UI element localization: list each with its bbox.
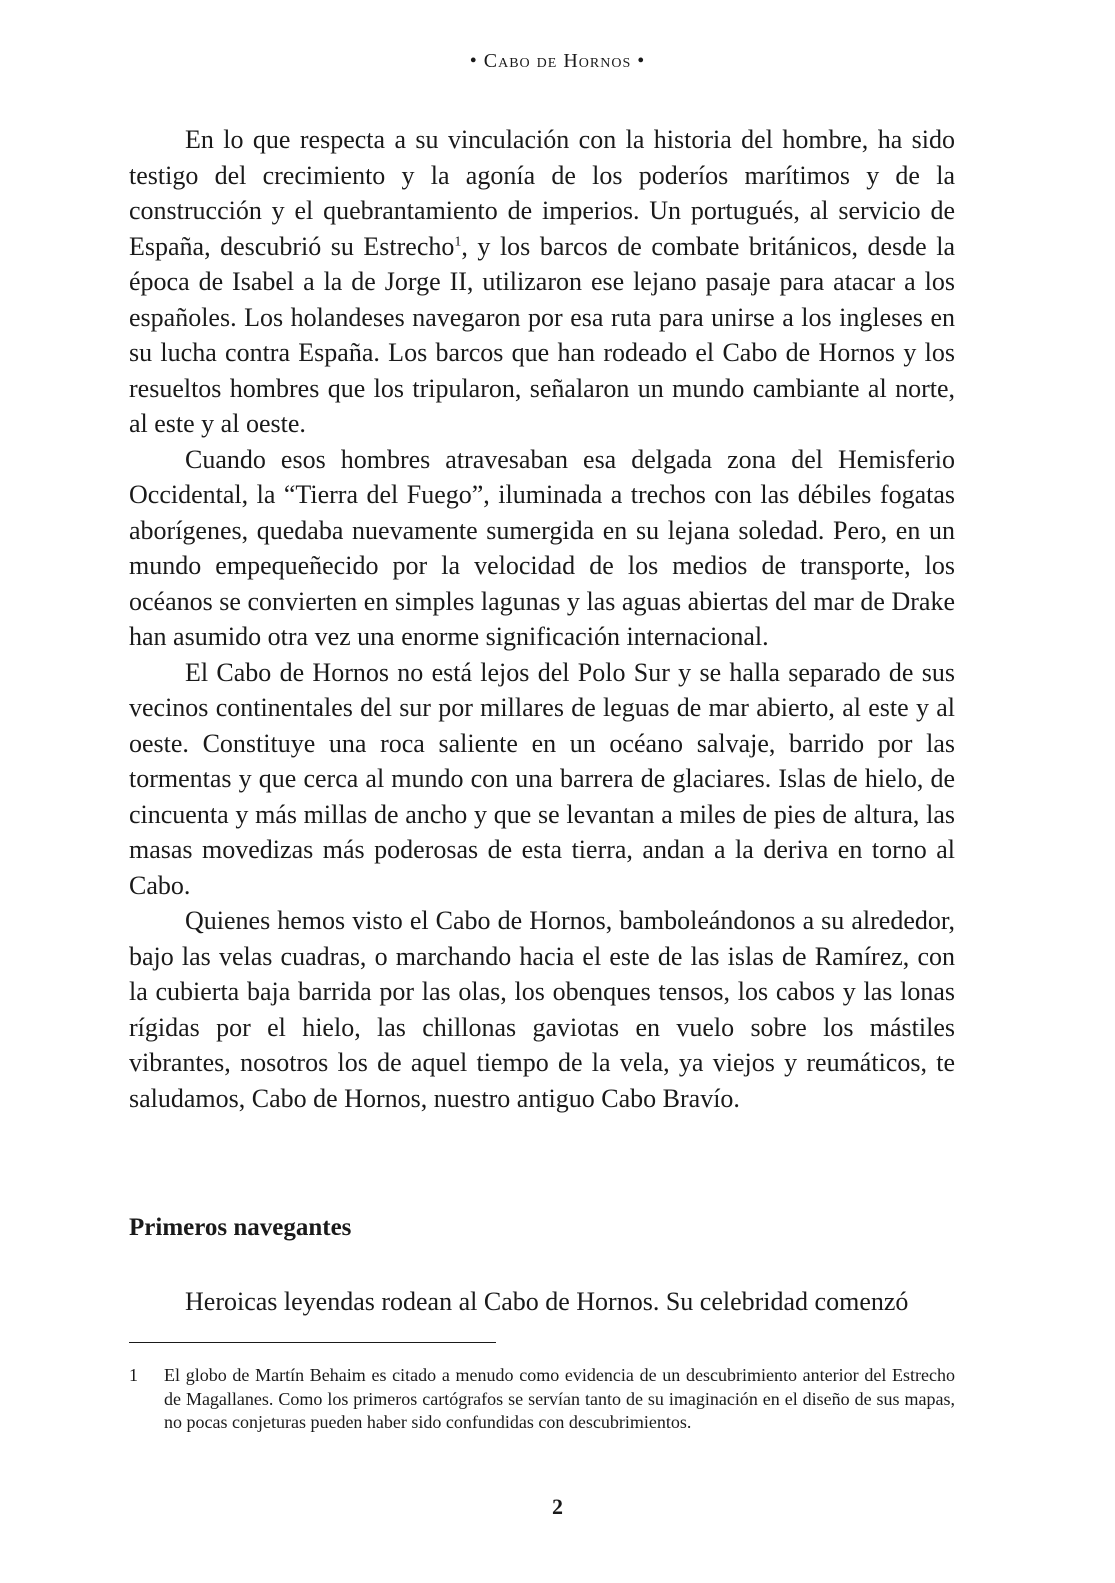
section-heading: Primeros navegantes — [129, 1214, 352, 1241]
paragraph-1-text-a: En lo que respecta a su vinculación con la historia del hombre, ha sido testigo del crecimiento y la agonía de los poderíos marítimos y de la construcción y el quebrantamiento de imperios. Un portugués, al servicio de España, descubrió su Estrecho — [129, 125, 955, 261]
paragraph-2: Cuando esos hombres atravesaban esa delgada zona del Hemisferio Occidental, la “Tierra del Fuego”, iluminada a trechos con las débiles fogatas aborígenes, quedaba nuevamente sumergida en su lejana soledad. Pero, en un mundo empequeñecido por la velocidad de los medios de transporte, los océanos se convierten en simples lagunas y las aguas abiertas del mar de Drake han asumido otra vez una enorme significación internacional. — [129, 444, 955, 651]
footnote — [129, 1364, 955, 1435]
paragraph-3: El Cabo de Hornos no está lejos del Polo Sur y se halla separado de sus vecinos continentales del sur por millares de leguas de mar abierto, al este y al oeste. Constituye una roca saliente en un océano salvaje, barrido por las tormentas y que cerca al mundo con una barrera de glaciares. Islas de hielo, de cincuenta y más millas de ancho y que se levantan a miles de pies de altura, las masas movedizas más poderosas de esta tierra, andan a la deriva en torno al Cabo. — [129, 657, 955, 900]
paragraph-5: Heroicas leyendas rodean al Cabo de Hornos. Su celebridad comenzó — [185, 1287, 909, 1316]
paragraph-1 — [129, 122, 955, 442]
main-text — [129, 122, 955, 1116]
running-title: • Cabo de Hornos • — [469, 50, 646, 72]
footnote-text: El globo de Martín Behaim es citado a menudo como evidencia de un descubrimiento anterior del Estrecho de Magallanes. Como los primeros cartógrafos se servían tanto de su imaginación en el diseño de sus mapas, no pocas conjeturas pueden haber sido confundidas con descubrimientos. — [164, 1365, 955, 1432]
footnote-reference[interactable]: 1 — [454, 233, 462, 249]
footnote-number: 1 — [129, 1365, 138, 1385]
paragraph-4: Quienes hemos visto el Cabo de Hornos, bamboleándonos a su alrededor, bajo las velas cuadras, o marchando hacia el este de las islas de Ramírez, con la cubierta baja barrida por las olas, los obenques tensos, los cabos y las lonas rígidas por el hielo, las chillonas gaviotas en vuelo sobre los mástiles vibrantes, nosotros los de aquel tiempo de la vela, ya viejos y reumáticos, te saludamos, Cabo de Hornos, nuestro antiguo Cabo Bravío. — [129, 906, 955, 1113]
paragraph-1-text-b: , y los barcos de combate británicos, desde la época de Isabel a la de Jorge II, utilizaron ese lejano pasaje para atacar a los españoles. Los holandeses navegaron por esa ruta para unirse a los ingleses en su lucha contra España. Los barcos que han rodeado el Cabo de Hornos y los resueltos hombres que los tripularon, señalaron un mundo cambiante al norte, al este y al oeste. — [129, 231, 955, 438]
page-number: 2 — [552, 1494, 563, 1519]
footnote-divider — [129, 1342, 496, 1343]
